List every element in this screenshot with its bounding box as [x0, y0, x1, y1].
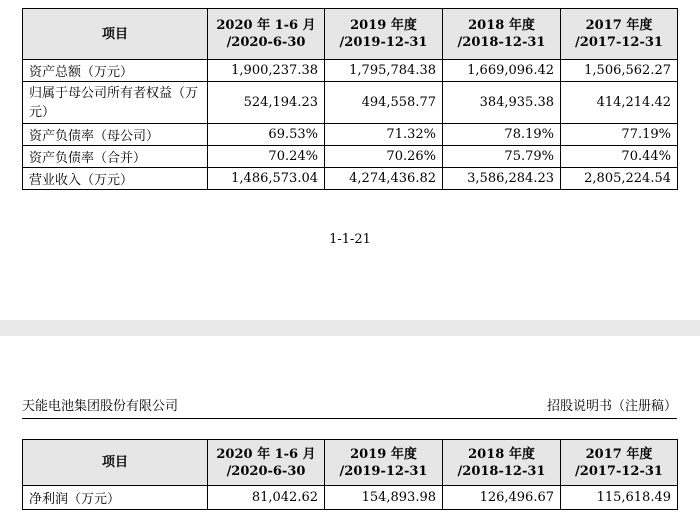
header-period: 2019 年度 /2019-12-31: [325, 9, 443, 60]
cell: 4,274,436.82: [325, 168, 443, 190]
cell: 1,900,237.38: [208, 60, 325, 82]
table-row: [23, 124, 678, 146]
row-label: 归属于母公司所有者权益（万元）: [23, 82, 208, 124]
cell: 81,042.62: [208, 486, 325, 510]
cell: 77.19%: [561, 124, 678, 146]
row-label: 营业收入（万元）: [23, 168, 208, 190]
header-period: 2020 年 1-6 月 /2020-6-30: [208, 9, 325, 60]
header-item: 项目: [23, 9, 208, 60]
header-period: 2017 年度 /2017-12-31: [561, 440, 678, 486]
cell: 3,586,284.23: [443, 168, 561, 190]
table-row: [23, 168, 678, 190]
cell: 494,558.77: [325, 82, 443, 124]
financial-table-1: [22, 8, 678, 190]
header-period: 2020 年 1-6 月 /2020-6-30: [208, 440, 325, 486]
table-row: [23, 486, 678, 510]
cell: 1,795,784.38: [325, 60, 443, 82]
document-title: 招股说明书（注册稿）: [546, 399, 677, 414]
page-number: 1-1-21: [329, 232, 371, 247]
header-period: 2018 年度 /2018-12-31: [443, 440, 561, 486]
row-label: 资产负债率（母公司）: [23, 124, 208, 146]
cell: 154,893.98: [325, 486, 443, 510]
cell: 70.44%: [561, 146, 678, 168]
row-label: 资产负债率（合并）: [23, 146, 208, 168]
cell: 1,669,096.42: [443, 60, 561, 82]
row-label: 资产总额（万元）: [23, 60, 208, 82]
header-item: 项目: [23, 440, 208, 486]
header-period: 2017 年度 /2017-12-31: [561, 9, 678, 60]
cell: 2,805,224.54: [561, 168, 678, 190]
table-row: [23, 82, 678, 124]
financial-table-2: [22, 439, 678, 510]
cell: 1,506,562.27: [561, 60, 678, 82]
cell: 71.32%: [325, 124, 443, 146]
cell: 70.26%: [325, 146, 443, 168]
cell: 384,935.38: [443, 82, 561, 124]
company-name: 天能电池集团股份有限公司: [22, 399, 179, 414]
cell: 78.19%: [443, 124, 561, 146]
cell: 115,618.49: [561, 486, 678, 510]
cell: 524,194.23: [208, 82, 325, 124]
table-header-row: [23, 9, 678, 60]
cell: 69.53%: [208, 124, 325, 146]
cell: 75.79%: [443, 146, 561, 168]
page-2: [0, 336, 700, 515]
header-period: 2019 年度 /2019-12-31: [325, 440, 443, 486]
cell: 414,214.42: [561, 82, 678, 124]
header-period: 2018 年度 /2018-12-31: [443, 9, 561, 60]
row-label: 净利润（万元）: [23, 486, 208, 510]
page-gap: [0, 320, 700, 336]
table-row: [23, 146, 678, 168]
table-row: [23, 60, 678, 82]
page-header: [22, 396, 677, 419]
cell: 70.24%: [208, 146, 325, 168]
cell: 1,486,573.04: [208, 168, 325, 190]
cell: 126,496.67: [443, 486, 561, 510]
table-header-row: [23, 440, 678, 486]
